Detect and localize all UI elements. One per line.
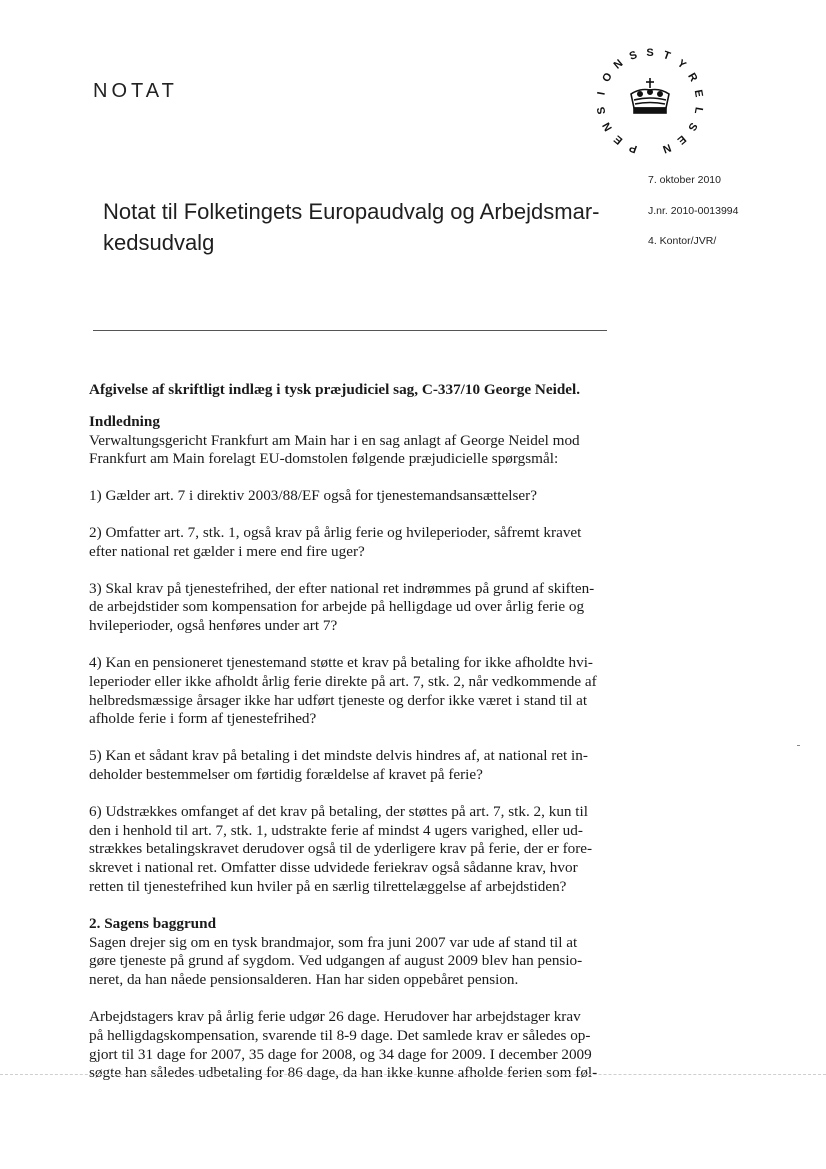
memo-title xyxy=(103,196,623,258)
svg-text:E: E xyxy=(691,88,705,99)
background-section xyxy=(89,934,619,1084)
svg-text:S: S xyxy=(646,47,654,59)
svg-text:Y: Y xyxy=(674,57,689,72)
question-paragraph xyxy=(89,524,619,562)
text-line: skrevet i national ret. Omfatter disse udvidede feriekrav også sådanne krav, hvor xyxy=(89,859,578,877)
intro-paragraph xyxy=(89,432,619,470)
text-line: 5) Kan et sådant krav på betaling i det mindste delvis hindres af, at national ret in- xyxy=(89,747,588,765)
document-date: 7. oktober 2010 xyxy=(648,174,721,186)
background-paragraph xyxy=(89,1008,619,1083)
svg-text:L: L xyxy=(691,106,705,115)
svg-text:N: N xyxy=(600,120,615,133)
question-paragraph xyxy=(89,747,619,785)
question-paragraph xyxy=(89,580,619,636)
text-line: 1) Gælder art. 7 i direktiv 2003/88/EF også for tjenestemandsansættelser? xyxy=(89,487,537,505)
background-heading: 2. Sagens baggrund xyxy=(89,914,217,932)
title-divider xyxy=(93,330,607,331)
text-line: gøre tjeneste på grund af sygdom. Ved udgangen af august 2009 blev han pensio- xyxy=(89,952,583,970)
svg-text:I: I xyxy=(595,90,608,97)
question-paragraph xyxy=(89,487,619,506)
text-line: hvileperioder, også henføres under art 7? xyxy=(89,617,338,635)
svg-text:S: S xyxy=(627,49,639,63)
text-line: 2) Omfatter art. 7, stk. 1, også krav på årlig ferie og hvileperioder, såfremt kravet xyxy=(89,523,582,541)
memo-title-line: kedsudvalg xyxy=(103,230,215,255)
text-line: strækkes betalingskravet derudover også til de yderligere krav på ferie, der er fore- xyxy=(89,840,593,858)
text-line: 4) Kan en pensioneret tjenestemand støtte et krav på betaling for ikke afholdte hvi- xyxy=(89,653,593,671)
page-break-line xyxy=(0,1074,826,1075)
text-line: 6) Udstrækkes omfanget af det krav på betaling, der støttes på art. 7, stk. 2, kun til xyxy=(89,802,588,820)
svg-text:S: S xyxy=(595,105,609,116)
question-paragraph xyxy=(89,654,619,729)
text-line: Arbejdstagers krav på årlig ferie udgør 26 dage. Herudover har arbejdstager krav xyxy=(89,1007,581,1025)
text-line: de arbejdstider som kompensation for arbejde på helligdage ud over årlig ferie og xyxy=(89,598,585,616)
memo-subject: Afgivelse af skriftligt indlæg i tysk præjudiciel sag, C-337/10 George Neidel. xyxy=(89,381,581,398)
text-line: efter national ret gælder i mere end fire uger? xyxy=(89,542,365,560)
text-line: leperioder eller ikke afholdt årlig ferie direkte på art. 7, stk. 2, når vedkommende af xyxy=(89,672,597,690)
text-line: søgte han således udbetaling for 86 dage, da han ikke kunne afholde ferien som føl- xyxy=(89,1064,598,1082)
text-line: den i henhold til art. 7, stk. 1, udstrakte ferie af mindst 4 ugers varighed, eller ud- xyxy=(89,821,583,839)
text-line: Sagen drejer sig om en tysk brandmajor, som fra juni 2007 var ude af stand til at xyxy=(89,933,578,951)
question-list xyxy=(89,487,619,897)
crown-icon xyxy=(631,78,669,113)
svg-text:N: N xyxy=(611,57,626,72)
svg-text:E: E xyxy=(611,132,626,147)
question-paragraph xyxy=(89,803,619,897)
text-line: Frankfurt am Main forelagt EU-domstolen følgende præjudicielle spørgsmål: xyxy=(89,450,559,468)
text-line: 3) Skal krav på tjenestefrihed, der efter national ret indrømmes på grund af skiften- xyxy=(89,579,595,597)
text-line: gjort til 31 dage for 2007, 35 dage for 2008, og 34 dage for 2009. I december 2009 xyxy=(89,1045,592,1063)
svg-text:O: O xyxy=(600,70,615,85)
svg-text:E: E xyxy=(674,132,689,147)
text-line: neret, da han nåede pensionsalderen. Han har siden oppebåret pension. xyxy=(89,971,519,989)
svg-text:T: T xyxy=(661,49,672,63)
memo-body xyxy=(89,381,619,1101)
svg-text:S: S xyxy=(685,120,700,133)
text-line: retten til tjenestefrihed kun hviler på en særlig tilrettelæggelse af arbejdstiden? xyxy=(89,877,567,895)
margin-mark xyxy=(797,745,800,746)
svg-text:N: N xyxy=(660,141,673,156)
intro-heading: Indledning xyxy=(89,412,160,430)
pensionsstyrelsen-logo xyxy=(590,40,710,160)
document-type-label: NOTAT xyxy=(93,80,178,102)
text-line: på helligdagskompensation, svarende til 8-9 dage. Det samlede krav er således op- xyxy=(89,1026,591,1044)
office-reference: 4. Kontor/JVR/ xyxy=(648,235,717,247)
journal-number: J.nr. 2010-0013994 xyxy=(648,205,739,217)
svg-text:P: P xyxy=(627,141,639,155)
svg-text:R: R xyxy=(685,71,700,84)
background-paragraph xyxy=(89,934,619,990)
text-line: helbredsmæssige årsager ikke har udført tjeneste og derfor ikke været i stand til at xyxy=(89,691,588,709)
text-line: Verwaltungsgericht Frankfurt am Main har i en sag anlagt af George Neidel mod xyxy=(89,431,580,449)
memo-title-line: Notat til Folketingets Europaudvalg og Arbejdsmar- xyxy=(103,199,600,224)
text-line: deholder bestemmelser om førtidig forældelse af kravet på ferie? xyxy=(89,765,483,783)
text-line: afholde ferie i form af tjenestefrihed? xyxy=(89,710,317,728)
